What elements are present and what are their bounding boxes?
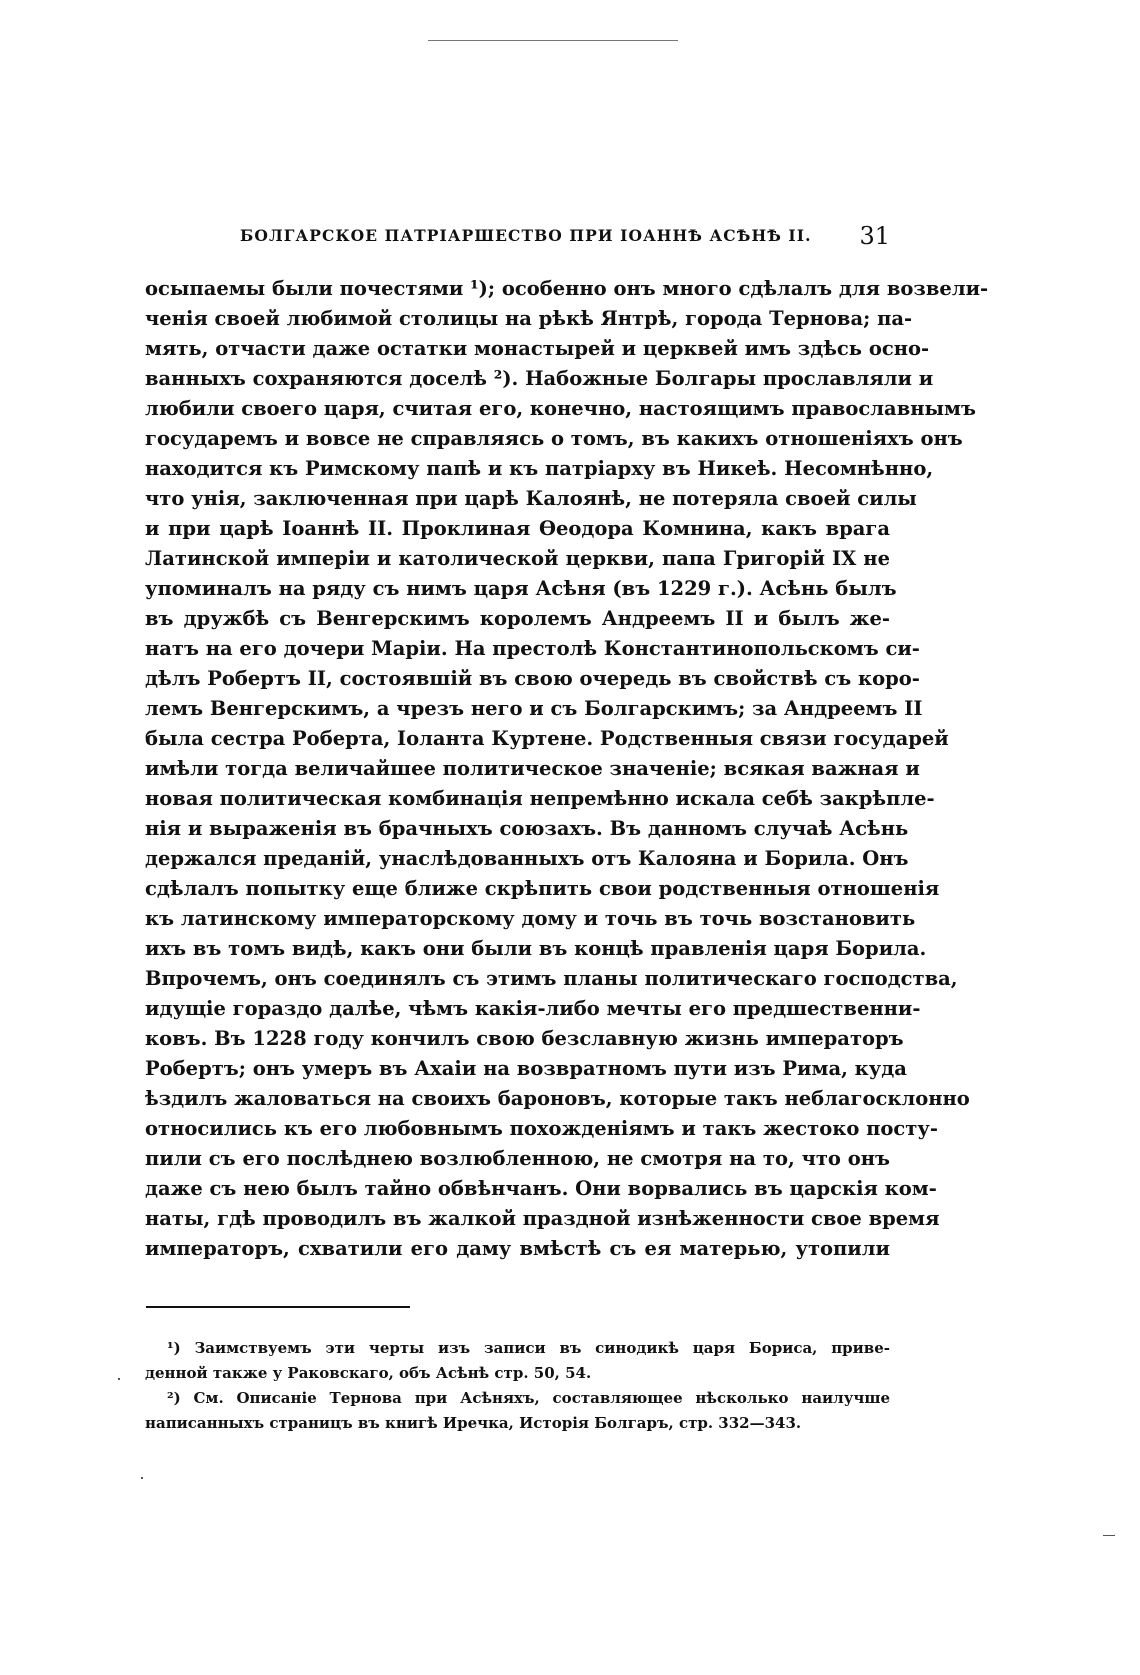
text-line: Робертъ; онъ умеръ въ Ахаіи на возвратномъ пути изъ Рима, куда bbox=[145, 1057, 907, 1080]
footnote-rule bbox=[146, 1306, 410, 1308]
text-line: упоминалъ на ряду съ нимъ царя Асѣня (въ 1229 г.). Асѣнь былъ bbox=[145, 577, 897, 600]
text-line: держался преданій, унаслѣдованныхъ отъ Калояна и Борила. Онъ bbox=[145, 847, 909, 870]
text-line: ванныхъ сохраняются доселѣ ²). Набожные Болгары прославляли и bbox=[145, 367, 934, 390]
footnote-line: денной также у Раковскаго, объ Асѣнѣ стр. 50, 54. bbox=[145, 1364, 592, 1382]
body-text bbox=[145, 274, 989, 1264]
text-line: ихъ въ томъ видѣ, какъ они были въ концѣ правленія царя Борила. bbox=[145, 937, 927, 960]
footnotes bbox=[145, 1336, 890, 1436]
text-line: въ дружбѣ съ Венгерскимъ королемъ Андреемъ II и былъ же- bbox=[145, 607, 890, 630]
text-line: государемъ и вовсе не справляясь о томъ, въ какихъ отношеніяхъ онъ bbox=[145, 427, 963, 450]
page-header bbox=[240, 222, 890, 252]
text-line: пили съ его послѣднею возлюбленною, не смотря на то, что онъ bbox=[145, 1147, 890, 1170]
text-line: нія и выраженія въ брачныхъ союзахъ. Въ данномъ случаѣ Асѣнь bbox=[145, 817, 909, 840]
footnote-line: ²) См. Описаніе Тернова при Асѣняхъ, составляющее нѣсколько наилучше bbox=[167, 1389, 890, 1407]
text-line: мять, отчасти даже остатки монастырей и церквей имъ здѣсь осно- bbox=[145, 337, 930, 360]
text-line: Латинской имперіи и католической церкви, папа Григорій IX не bbox=[145, 547, 890, 570]
text-line: натъ на его дочери Маріи. На престолѣ Константинопольскомъ си- bbox=[145, 637, 920, 660]
text-line: ковъ. Въ 1228 году кончилъ свою безславную жизнь императоръ bbox=[145, 1027, 904, 1050]
text-line: Впрочемъ, онъ соединялъ съ этимъ планы политическаго господства, bbox=[145, 967, 958, 990]
text-line: осыпаемы были почестями ¹); особенно онъ много сдѣлалъ для возвели- bbox=[145, 277, 989, 300]
top-scan-rule bbox=[428, 40, 678, 41]
text-line: имѣли тогда величайшее политическое значеніе; всякая важная и bbox=[145, 757, 920, 780]
text-line: что унія, заключенная при царѣ Калоянѣ, не потеряла своей силы bbox=[145, 487, 917, 510]
text-line: наты, гдѣ проводилъ въ жалкой праздной изнѣженности свое время bbox=[145, 1207, 940, 1230]
text-line: относились къ его любовнымъ похожденіямъ и такъ жестоко посту- bbox=[145, 1117, 938, 1140]
text-line: сдѣлалъ попытку еще ближе скрѣпить свои родственныя отношенія bbox=[145, 877, 940, 900]
text-line: лемъ Венгерскимъ, а чрезъ него и съ Болгарскимъ; за Андреемъ II bbox=[145, 697, 923, 720]
scan-mark bbox=[1103, 1535, 1115, 1536]
running-head: БОЛГАРСКОЕ ПАТРІАРШЕСТВО ПРИ ІОАННѢ АСѢНѢ II. bbox=[240, 226, 812, 245]
scan-speck bbox=[118, 1378, 120, 1380]
text-line: новая политическая комбинація непремѣнно искала себѣ закрѣпле- bbox=[145, 787, 935, 810]
scan-speck bbox=[141, 1477, 143, 1479]
text-line: находится къ Римскому папѣ и къ патріарху въ Никеѣ. Несомнѣнно, bbox=[145, 457, 934, 480]
text-line: любили своего царя, считая его, конечно, настоящимъ православнымъ bbox=[145, 397, 976, 420]
text-line: была сестра Роберта, Іоланта Куртене. Родственныя связи государей bbox=[145, 727, 949, 750]
text-line: ѣздилъ жаловаться на своихъ бароновъ, которые такъ неблагосклонно bbox=[145, 1087, 970, 1110]
text-line: идущіе гораздо далѣе, чѣмъ какія-либо мечты его предшественни- bbox=[145, 997, 921, 1020]
text-line: даже съ нею былъ тайно обвѣнчанъ. Они ворвались въ царскія ком- bbox=[145, 1177, 937, 1200]
text-line: ченія своей любимой столицы на рѣкѣ Янтрѣ, города Тернова; па- bbox=[145, 307, 913, 330]
text-line: къ латинскому императорскому дому и точь въ точь возстановить bbox=[145, 907, 916, 930]
footnote-line: ¹) Заимствуемъ эти черты изъ записи въ синодикѣ царя Бориса, приве- bbox=[167, 1339, 890, 1357]
text-line: дѣлъ Робертъ II, состоявшій въ свою очередь въ свойствѣ съ коро- bbox=[145, 667, 920, 690]
footnote-line: написанныхъ страницъ въ книгѣ Иречка, Исторія Болгаръ, стр. 332—343. bbox=[145, 1414, 802, 1432]
text-line: и при царѣ Іоаннѣ II. Проклиная Ѳеодора Комнина, какъ врага bbox=[145, 517, 890, 540]
page-number: 31 bbox=[859, 222, 890, 250]
text-line: императоръ, схватили его даму вмѣстѣ съ ея матерью, утопили bbox=[145, 1237, 890, 1260]
